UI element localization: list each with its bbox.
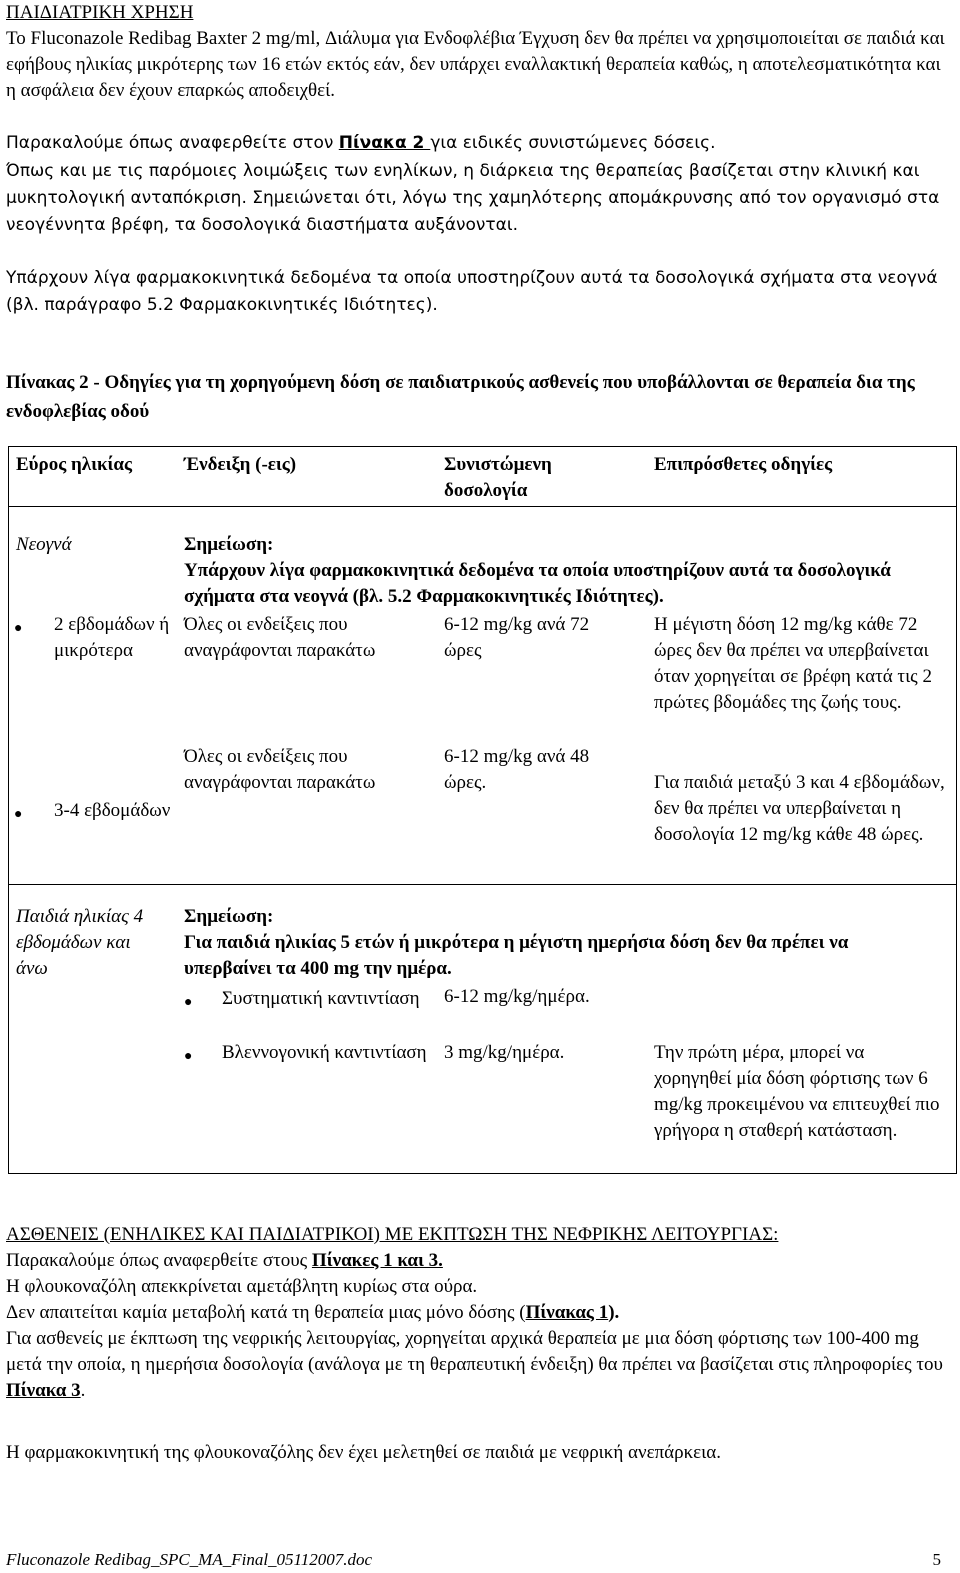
children-additional-2: Την πρώτη μέρα, μπορεί να χορηγηθεί μία δόση φόρτισης των 6 mg/kg προκειμένου να επιτευχθεί πιο γρήγορα η σταθερή κατάσταση. (654, 1042, 940, 1141)
children-dose-2: 3 mg/kg/ημέρα. (444, 1042, 565, 1063)
text-before: Παρακαλούμε όπως αναφερθείτε στον (6, 133, 339, 153)
table-border-right (956, 446, 957, 1174)
text-before: Για ασθενείς με έκπτωση της νεφρικής λειτουργίας, χορηγείται αρχικά θεραπεία με μια δόση φόρτισης των 100-400 mg μετά την οποία, η ημερήσια δοσολογία (ανάλογα με τη θεραπευτική ένδειξη) θα πρέπει να βασίζεται στις πληροφορίες του (6, 1328, 943, 1375)
bullet-icon: ● (14, 621, 23, 636)
bullet-icon: ● (184, 1049, 193, 1064)
renal-line-2: Η φλουκοναζόλη απεκκρίνεται αμετάβλητη κυρίως στα ούρα. (6, 1276, 478, 1297)
header-indication: Ένδειξη (-εις) (184, 454, 297, 475)
table-2-link[interactable]: Πίνακα 2 (338, 133, 431, 153)
renal-title: ΑΣΘΕΝΕΙΣ (ΕΝΗΛΙΚΕΣ ΚΑΙ ΠΑΙΔΙΑΤΡΙΚΟΙ) ΜΕ ΕΚΠΤΩΣΗ ΤΗΣ ΝΕΦΡΙΚΗΣ ΛΕΙΤΟΥΡΓΙΑΣ: (6, 1224, 779, 1245)
neonates-indication-2: Όλες οι ενδείξεις που αναγράφονται παρακάτω (184, 746, 376, 793)
table-1-link[interactable]: Πίνακας 1 (525, 1302, 609, 1323)
section-heading: ΠΑΙΔΙΑΤΡΙΚΗ ΧΡΗΣΗ (6, 2, 194, 23)
footer-page-number: 5 (932, 1550, 941, 1569)
children-dose-1: 6-12 mg/kg/ημέρα. (444, 986, 590, 1007)
pharmacokinetics-paragraph: Υπάρχουν λίγα φαρμακοκινητικά δεδομένα τα οποία υποστηρίζουν αυτά τα δοσολογικά σχήματα στα νεογνά (βλ. παράγραφο 5.2 Φαρμακοκινητικές Ιδιότητες). (6, 268, 938, 315)
header-age-range: Εύρος ηλικίας (16, 454, 133, 475)
text-after: ). (608, 1302, 620, 1323)
children-indication-1: Συστηματική καντιντίαση (222, 988, 420, 1009)
text-after: για ειδικές συνιστώμενες δόσεις. (430, 133, 716, 153)
renal-line-1 (6, 1248, 951, 1274)
bullet-icon: ● (184, 995, 193, 1010)
duration-paragraph: Όπως και με τις παρόμοιες λοιμώξεις των ενηλίκων, η διάρκεια της θεραπείας βασίζεται στην κλινική και μυκητολογική ανταπόκριση. Σημειώνεται ότι, λόγω της χαμηλότερης απομάκρυνσης από τον οργανισμό στα νεογέννητα βρέφη, τα δοσολογικά διαστήματα αυξάνονται. (6, 161, 940, 235)
neonates-age-2: 3-4 εβδομάδων (54, 800, 171, 821)
neonates-indication-1: Όλες οι ενδείξεις που αναγράφονται παρακάτω (184, 614, 376, 661)
table-reference-paragraph (6, 130, 716, 157)
text-before: Παρακαλούμε όπως αναφερθείτε στους (6, 1250, 312, 1271)
renal-section (6, 1222, 951, 1404)
table-border-left (8, 446, 9, 1174)
neonates-note-text: Υπάρχουν λίγα φαρμακοκινητικά δεδομένα τα οποία υποστηρίζουν αυτά τα δοσολογικά σχήματα στα νεογνά (βλ. 5.2 Φαρμακοκινητικές Ιδιότητες). (184, 560, 891, 607)
neonates-dose-2: 6-12 mg/kg ανά 48 ώρες. (444, 746, 590, 793)
intro-paragraph: Το Fluconazole Redibag Baxter 2 mg/ml, Διάλυμα για Ενδοφλέβια Έγχυση δεν θα πρέπει να χρησιμοποιείται σε παιδιά και εφήβους ηλικίας μικρότερης των 16 ετών εκτός εάν, δεν υπάρχει εναλλακτική θεραπεία καθώς, η αποτελεσματικότητα και η ασφάλεια δεν έχουν επαρκώς αποδειχθεί. (6, 28, 945, 101)
neonates-note-label: Σημείωση: (184, 534, 274, 555)
renal-line-3 (6, 1300, 951, 1326)
children-note-text: Για παιδιά ηλικίας 5 ετών ή μικρότερα η μέγιστη ημερήσια δόση δεν θα πρέπει να υπερβαίνει τα 400 mg την ημέρα. (184, 932, 849, 979)
footer-filename: Fluconazole Redibag_SPC_MA_Final_05112007.doc (6, 1550, 373, 1569)
dosing-table (8, 446, 957, 1174)
table-border-top (8, 446, 957, 447)
text-after: . (80, 1380, 86, 1401)
neonates-group-label: Νεογνά (16, 534, 72, 555)
neonates-additional-2: Για παιδιά μεταξύ 3 και 4 εβδομάδων, δεν θα πρέπει να υπερβαίνεται η δοσολογία 12 mg/kg κάθε 48 ώρες. (654, 772, 945, 845)
renal-line-4 (6, 1326, 951, 1404)
renal-pediatric-paragraph: Η φαρμακοκινητική της φλουκοναζόλης δεν έχει μελετηθεί σε παιδιά με νεφρική ανεπάρκεια. (6, 1442, 721, 1463)
bullet-icon: ● (14, 807, 23, 822)
neonates-additional-1: Η μέγιστη δόση 12 mg/kg κάθε 72 ώρες δεν θα πρέπει να υπερβαίνεται όταν χορηγείται σε βρέφη κατά τις 2 πρώτες βδομάδες της ζωής τους. (654, 614, 932, 713)
neonates-age-1: 2 εβδομάδων ή μικρότερα (54, 614, 170, 661)
neonates-dose-1: 6-12 mg/kg ανά 72 ώρες (444, 614, 590, 661)
header-dosage: Συνιστώμενη δοσολογία (444, 454, 552, 501)
table-border-bottom (8, 1173, 957, 1174)
page-footer (6, 1547, 951, 1573)
tables-1-3-link[interactable]: Πίνακες 1 και 3. (311, 1250, 443, 1271)
children-note-label: Σημείωση: (184, 906, 274, 927)
table-3-link[interactable]: Πίνακα 3 (6, 1380, 81, 1401)
children-indication-2: Βλεννογονική καντιντίαση (222, 1042, 427, 1063)
table-row-divider (8, 884, 957, 885)
children-group-label: Παιδιά ηλικίας 4 εβδομάδων και άνω (16, 906, 144, 979)
table-caption: Πίνακας 2 - Οδηγίες για τη χορηγούμενη δόση σε παιδιατρικούς ασθενείς που υποβάλλονται σε θεραπεία δια της ενδοφλεβίας οδού (6, 372, 915, 422)
header-additional: Επιπρόσθετες οδηγίες (654, 454, 833, 475)
table-header-bottom (8, 506, 957, 507)
text-before: Δεν απαιτείται καμία μεταβολή κατά τη θεραπεία μιας μόνο δόσης ( (6, 1302, 526, 1323)
